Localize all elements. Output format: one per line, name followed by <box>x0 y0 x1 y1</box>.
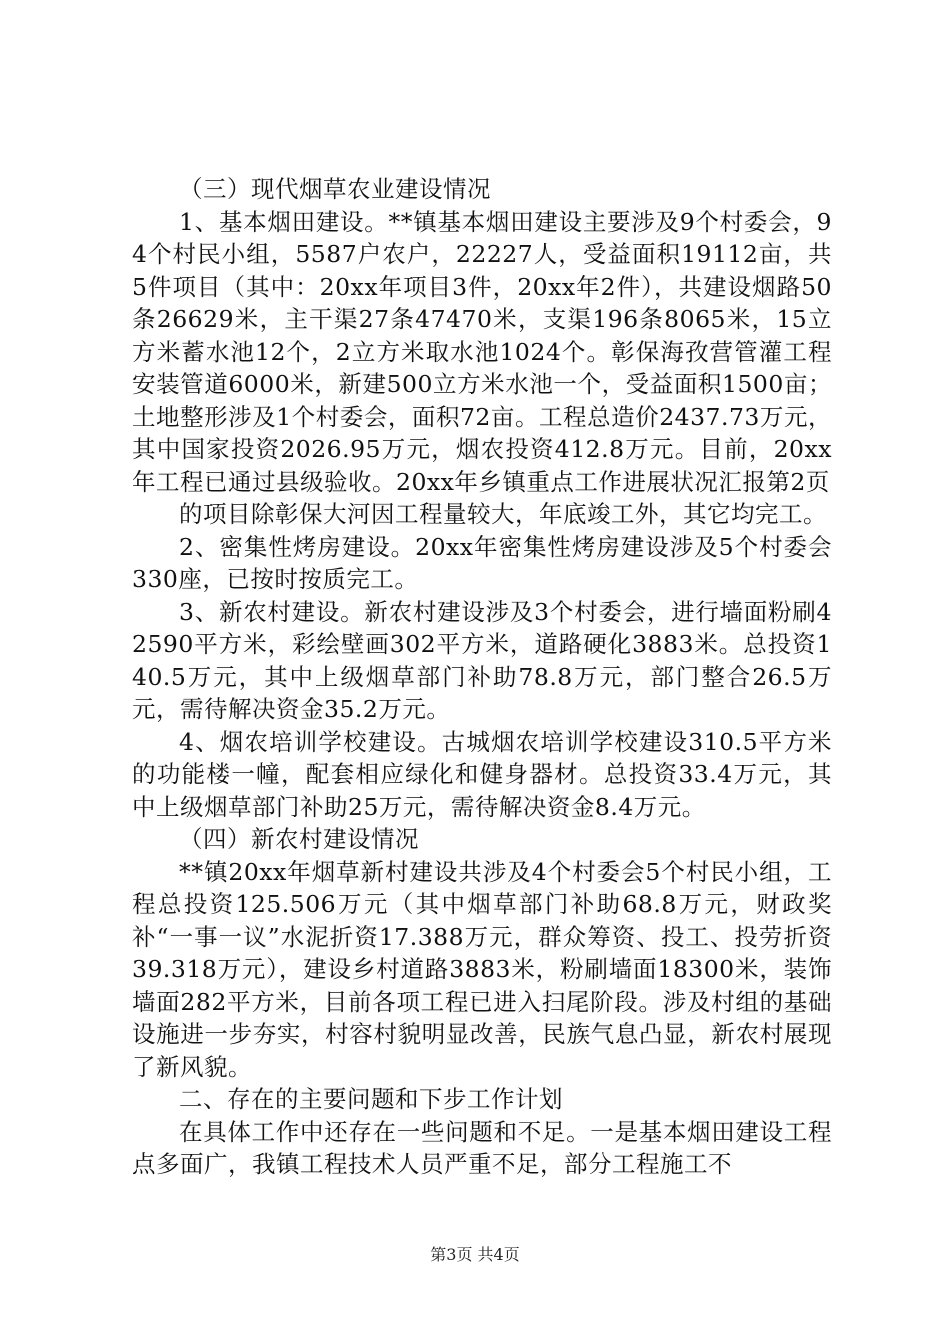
page-footer: 第3页 共4页 <box>430 1245 520 1264</box>
section-heading-problems: 二、存在的主要问题和下步工作计划 <box>179 1085 563 1113</box>
paragraph-tobacco-new-village: **镇20xx年烟草新村建设共涉及4个村委会5个村民小组，工程总投资125.506万元（其中烟草部门补助68.8万元，财政奖补“一事一议”水泥折资17.388万元，群众筹资、投工、投劳折资39.318万元），建设乡村道路3883米，粉刷墙面18300米，装饰墙面282平方米，目前各项工程已进入扫尾阶段。涉及村组的基础设施进一步夯实，村容村貌明显改善，民族气息凸显，新农村展现了新风貌。 <box>132 857 832 1081</box>
paragraph-project-completion: 的项目除彰保大河因工程量较大，年底竣工外，其它均完工。 <box>179 500 827 528</box>
paragraph-problems: 在具体工作中还存在一些问题和不足。一是基本烟田建设工程点多面广，我镇工程技术人员严重不足，部分工程施工不 <box>132 1117 832 1178</box>
section-heading-new-village: （四）新农村建设情况 <box>179 825 419 853</box>
section-heading-modern-tobacco: （三）现代烟草农业建设情况 <box>179 175 491 203</box>
paragraph-basic-tobacco-field: 1、基本烟田建设。**镇基本烟田建设主要涉及9个村委会，94个村民小组，5587户农户，22227人，受益面积19112亩，共5件项目（其中：20xx年项目3件，20xx年2件），共建设烟路50条26629米，主干渠27条47470米，支渠196条8065米，15立方米蓄水池12个，2立方米取水池1024个。彰保海孜营管灌工程安装管道6000米，新建500立方米水池一个，受益面积1500亩；土地整形涉及1个村委会，面积72亩。工程总造价2437.73万元，其中国家投资2026.95万元，烟农投资412.8万元。目前，20xx年工程已通过县级验收。20xx年乡镇重点工作进展状况汇报第2页 <box>132 207 832 496</box>
paragraph-curing-barn: 2、密集性烤房建设。20xx年密集性烤房建设涉及5个村委会330座，已按时按质完工。 <box>132 532 832 593</box>
document-body <box>132 173 832 1181</box>
paragraph-new-village: 3、新农村建设。新农村建设涉及3个村委会，进行墙面粉刷42590平方米，彩绘壁画302平方米，道路硬化3883米。总投资140.5万元，其中上级烟草部门补助78.8万元，部门整合26.5万元，需待解决资金35.2万元。 <box>132 597 832 723</box>
paragraph-training-school: 4、烟农培训学校建设。古城烟农培训学校建设310.5平方米的功能楼一幢，配套相应绿化和健身器材。总投资33.4万元，其中上级烟草部门补助25万元，需待解决资金8.4万元。 <box>132 727 832 821</box>
